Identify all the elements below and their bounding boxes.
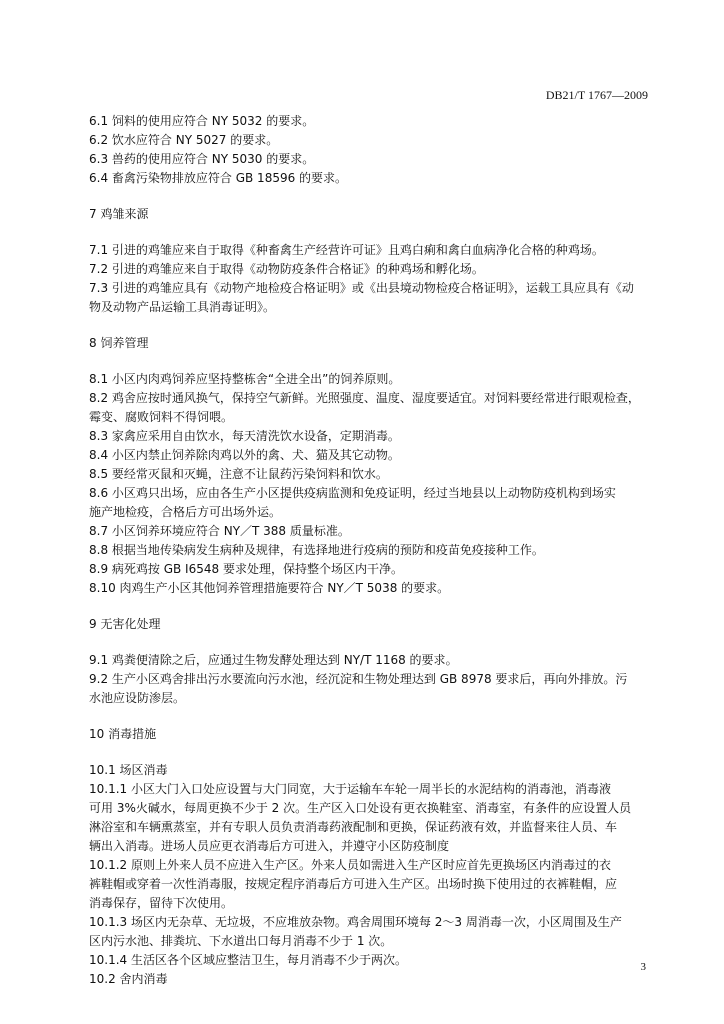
text-line: 8 饲养管理: [89, 336, 149, 350]
text-line: 8.9 病死鸡按 GB I6548 要求处理，保持整个场区内干净。: [89, 562, 403, 576]
text-line: 8.3 家禽应采用自由饮水，每天清洗饮水设备，定期消毒。: [89, 429, 400, 443]
text-line: 物及动物产品运输工具消毒证明》。: [89, 300, 276, 314]
text-line: 10.2 舍内消毒: [89, 972, 168, 986]
text-line: 霉变、腐败饲料不得饲喂。: [89, 410, 234, 424]
text-line: 10.1.3 场区内无杂草、无垃圾，不应堆放杂物。鸡舍周围环境每 2～3 周消毒一次，小区周围及生产: [89, 915, 622, 929]
paragraph-gap: [89, 744, 661, 761]
paragraph-gap: [89, 353, 661, 370]
text-line: 10.1.1 小区大门入口处应设置与大门同宽，大于运输车车轮一周半长的水泥结构的消毒池，消毒液: [89, 782, 611, 796]
text-line: 8.10 肉鸡生产小区其他饲养管理措施要符合 NY／T 5038 的要求。: [89, 581, 450, 595]
text-line: 裤鞋帽或穿着一次性消毒服，按规定程序消毒后方可进入生产区。出场时换下使用过的衣裤鞋帽，应: [89, 877, 618, 891]
text-line: 10.1.4 生活区各个区域应整洁卫生，每月消毒不少于两次。: [89, 953, 407, 967]
page-number: 3: [640, 961, 646, 973]
document-id: DB21/T 1767—2009: [545, 88, 648, 102]
text-line: 施产地检疫，合格后方可出场外运。: [89, 505, 282, 519]
document-body: [89, 112, 661, 989]
text-line: 10.1.2 原则上外来人员不应进入生产区。外来人员如需进入生产区时应首先更换场区内消毒过的衣: [89, 858, 611, 872]
text-line: 7.3 引进的鸡雏应具有《动物产地检疫合格证明》或《出县境动物检疫合格证明》，运载工具应具有《动: [89, 281, 634, 295]
paragraph-gap: [89, 598, 661, 615]
text-line: 9.2 生产小区鸡舍排出污水要流向污水池，经沉淀和生物处理达到 GB 8978 要求后，再向外排放。污: [89, 672, 628, 686]
text-line: 8.2 鸡舍应按时通风换气，保持空气新鲜。光照强度、温度、湿度要适宜。对饲料要经常进行眼观检查，: [89, 391, 640, 405]
text-line: 7 鸡雏来源: [89, 207, 149, 221]
text-line: 9.1 鸡粪便清除之后，应通过生物发酵处理达到 NY/T 1168 的要求。: [89, 653, 458, 667]
text-line: 消毒保存，留待下次使用。: [89, 896, 234, 910]
paragraph-gap: [89, 708, 661, 725]
text-line: 7.1 引进的鸡雏应来自于取得《种畜禽生产经营许可证》且鸡白痢和禽白血病净化合格的种鸡场。: [89, 243, 604, 257]
text-line: 6.3 兽药的使用应符合 NY 5030 的要求。: [89, 152, 315, 166]
text-line: 8.7 小区饲养环境应符合 NY／T 388 质量标准。: [89, 524, 350, 538]
paragraph-gap: [89, 224, 661, 241]
text-line: 10.1 场区消毒: [89, 763, 168, 777]
text-line: 6.1 饲料的使用应符合 NY 5032 的要求。: [89, 114, 315, 128]
text-line: 8.8 根据当地传染病发生病种及规律，有选择地进行疫病的预防和疫苗免疫接种工作。: [89, 543, 544, 557]
paragraph-gap: [89, 188, 661, 205]
text-line: 6.4 畜禽污染物排放应符合 GB 18596 的要求。: [89, 171, 348, 185]
text-line: 8.5 要经常灭鼠和灭蝇，注意不让鼠药污染饲料和饮水。: [89, 467, 388, 481]
text-line: 水池应设防渗层。: [89, 691, 186, 705]
text-line: 辆出入消毒。进场人员应更衣消毒后方可进入，并遵守小区防疫制度: [89, 839, 450, 853]
text-line: 6.2 饮水应符合 NY 5027 的要求。: [89, 133, 279, 147]
text-line: 7.2 引进的鸡雏应来自于取得《动物防疫条件合格证》的种鸡场和孵化场。: [89, 262, 484, 276]
text-line: 8.4 小区内禁止饲养除肉鸡以外的禽、犬、猫及其它动物。: [89, 448, 400, 462]
text-line: 淋浴室和车辆熏蒸室，并有专职人员负责消毒药液配制和更换，保证药液有效，并监督来往人员、车: [89, 820, 618, 834]
text-line: 可用 3%火碱水，每周更换不少于 2 次。生产区入口处设有更衣换鞋室、消毒室，有条件的应设置人员: [89, 801, 632, 815]
text-line: 8.1 小区内肉鸡饲养应坚持整栋舍“全进全出”的饲养原则。: [89, 372, 401, 386]
text-line: 8.6 小区鸡只出场，应由各生产小区提供疫病监测和免疫证明，经过当地县以上动物防疫机构到场实: [89, 486, 616, 500]
paragraph-gap: [89, 317, 661, 334]
text-line: 10 消毒措施: [89, 727, 157, 741]
paragraph-gap: [89, 634, 661, 651]
text-line: 区内污水池、排粪坑、下水道出口每月消毒不少于 1 次。: [89, 934, 393, 948]
text-line: 9 无害化处理: [89, 617, 161, 631]
